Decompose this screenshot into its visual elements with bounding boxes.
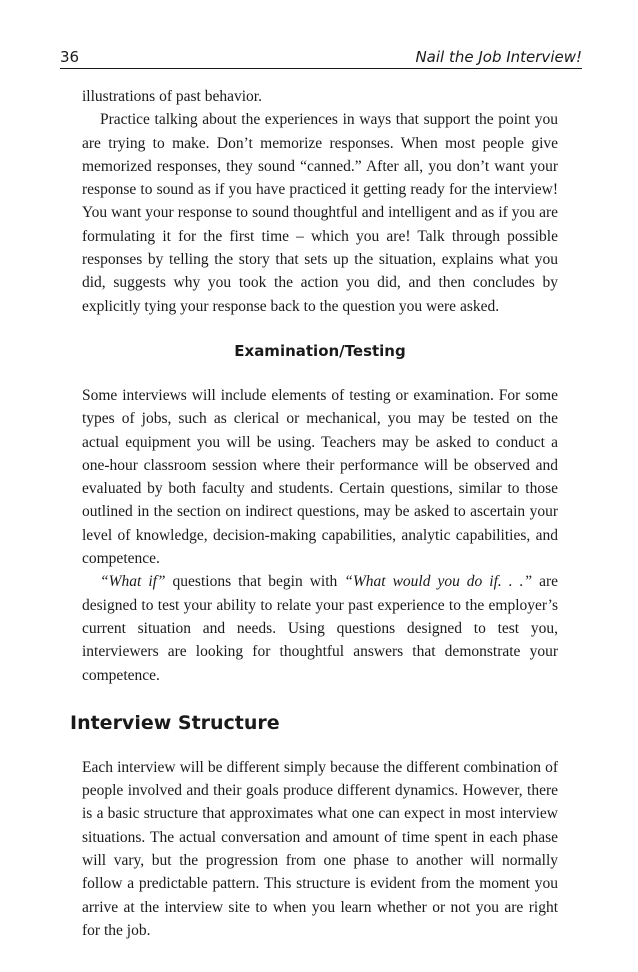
- paragraph-what-if: [82, 570, 558, 686]
- what-would-you-do-phrase: “What would you do if. . .”: [344, 573, 533, 591]
- running-title: Nail the Job Interview!: [415, 48, 582, 66]
- running-header: [60, 46, 582, 69]
- paragraph-continuation: illustrations of past behavior.: [82, 88, 262, 105]
- what-if-text-a: questions that begin with: [165, 573, 345, 591]
- heading-examination-testing: Examination/Testing: [234, 341, 406, 360]
- what-if-phrase: “What if”: [100, 573, 166, 591]
- paragraph-structure: Each interview will be different simply because the different combination of people involved and their goals produce different dynamics. However, there is a basic structure that approximates what one can expect in most interview situations. The actual conversation and amount of time spent in each phase will vary, but the progression from one phase to another will normally follow a predictable pattern. This structure is evident from the moment you arrive at the interview site to when you learn whether or not you are right for the job.: [82, 758, 558, 939]
- page-body: [70, 85, 558, 942]
- paragraph-examination: Some interviews will include elements of testing or examination. For some types of jobs, such as clerical or mechanical, you may be tested on the actual equipment you will be using. Teachers may be asked to conduct a one-hour classroom session where their performance will be observed and evaluated by both faculty and students. Certain questions, similar to those outlined in the section on indirect questions, may be asked to ascertain your level of knowledge, decision-making capabilities, analytic capabilities, and competence.: [82, 386, 558, 568]
- page-number: 36: [60, 48, 80, 66]
- heading-interview-structure: Interview Structure: [70, 711, 280, 734]
- what-if-text-b: are designed to test your ability to relate your past experience to the employer’s current situation and needs. Using questions designed to test you, interviewers are looking for thoughtful answers that demonstrate your competence.: [82, 573, 558, 684]
- paragraph-practice: Practice talking about the experiences in ways that support the point you are trying to make. Don’t memorize responses. When most people give memorized responses, they sound “canned.” After all, you don’t want your response to sound as if you have practiced it getting ready for the interview! You want your response to sound thoughtful and intelligent and as if you are formulating it for the first time – which you are! Talk through possible responses by telling the story that sets up the situation, explains what you did, suggests why you took the action you did, and then concludes by explicitly tying your response back to the question you were asked.: [82, 111, 558, 315]
